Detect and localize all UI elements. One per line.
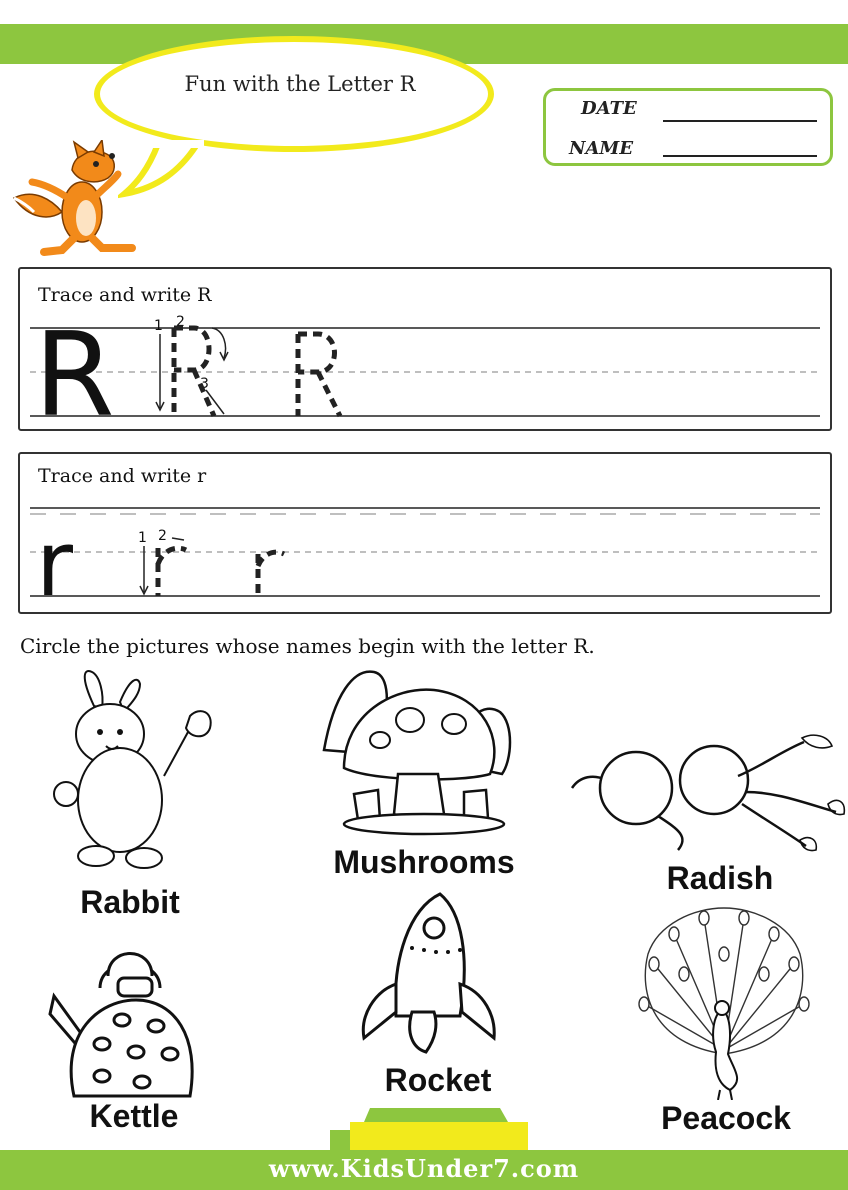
bottom-ribbon-decoration — [330, 1104, 530, 1152]
radish-icon[interactable] — [566, 732, 846, 856]
lowercase-model-letter: r — [36, 512, 74, 617]
trace-lowercase-label: Trace and write r — [38, 465, 207, 487]
date-label: DATE — [581, 98, 637, 119]
stroke-number-1: 1 — [138, 530, 147, 546]
rocket-icon[interactable] — [350, 888, 510, 1064]
stroke-number-2: 2 — [158, 528, 167, 544]
lowercase-dotted-letters — [134, 524, 304, 600]
stroke-number-3: 3 — [200, 376, 209, 392]
trace-uppercase-guides — [20, 300, 830, 428]
instruction-text: Circle the pictures whose names begin with the letter R. — [20, 634, 595, 658]
picture-label-rocket: Rocket — [384, 1062, 492, 1098]
stroke-number-1: 1 — [154, 318, 163, 334]
picture-label-radish: Radish — [666, 860, 774, 896]
picture-label-peacock: Peacock — [661, 1100, 791, 1136]
kettle-icon[interactable] — [40, 936, 200, 1106]
peacock-icon[interactable] — [634, 904, 814, 1100]
trace-uppercase-label: Trace and write R — [38, 284, 212, 306]
rabbit-icon[interactable] — [40, 666, 220, 876]
uppercase-dotted-letters — [150, 310, 370, 426]
footer-url[interactable]: www.KidsUnder7.com — [268, 1154, 580, 1183]
name-field[interactable] — [663, 155, 817, 157]
uppercase-model-letter: R — [34, 308, 115, 443]
mushrooms-icon[interactable] — [314, 664, 524, 844]
stroke-number-2: 2 — [176, 314, 185, 330]
date-field[interactable] — [663, 120, 817, 122]
fox-mascot-icon — [4, 140, 154, 260]
picture-label-mushrooms: Mushrooms — [333, 844, 515, 880]
picture-label-kettle: Kettle — [89, 1098, 179, 1134]
name-label: NAME — [569, 138, 634, 159]
picture-label-rabbit: Rabbit — [80, 884, 180, 920]
page-title: Fun with the Letter R — [184, 72, 416, 96]
